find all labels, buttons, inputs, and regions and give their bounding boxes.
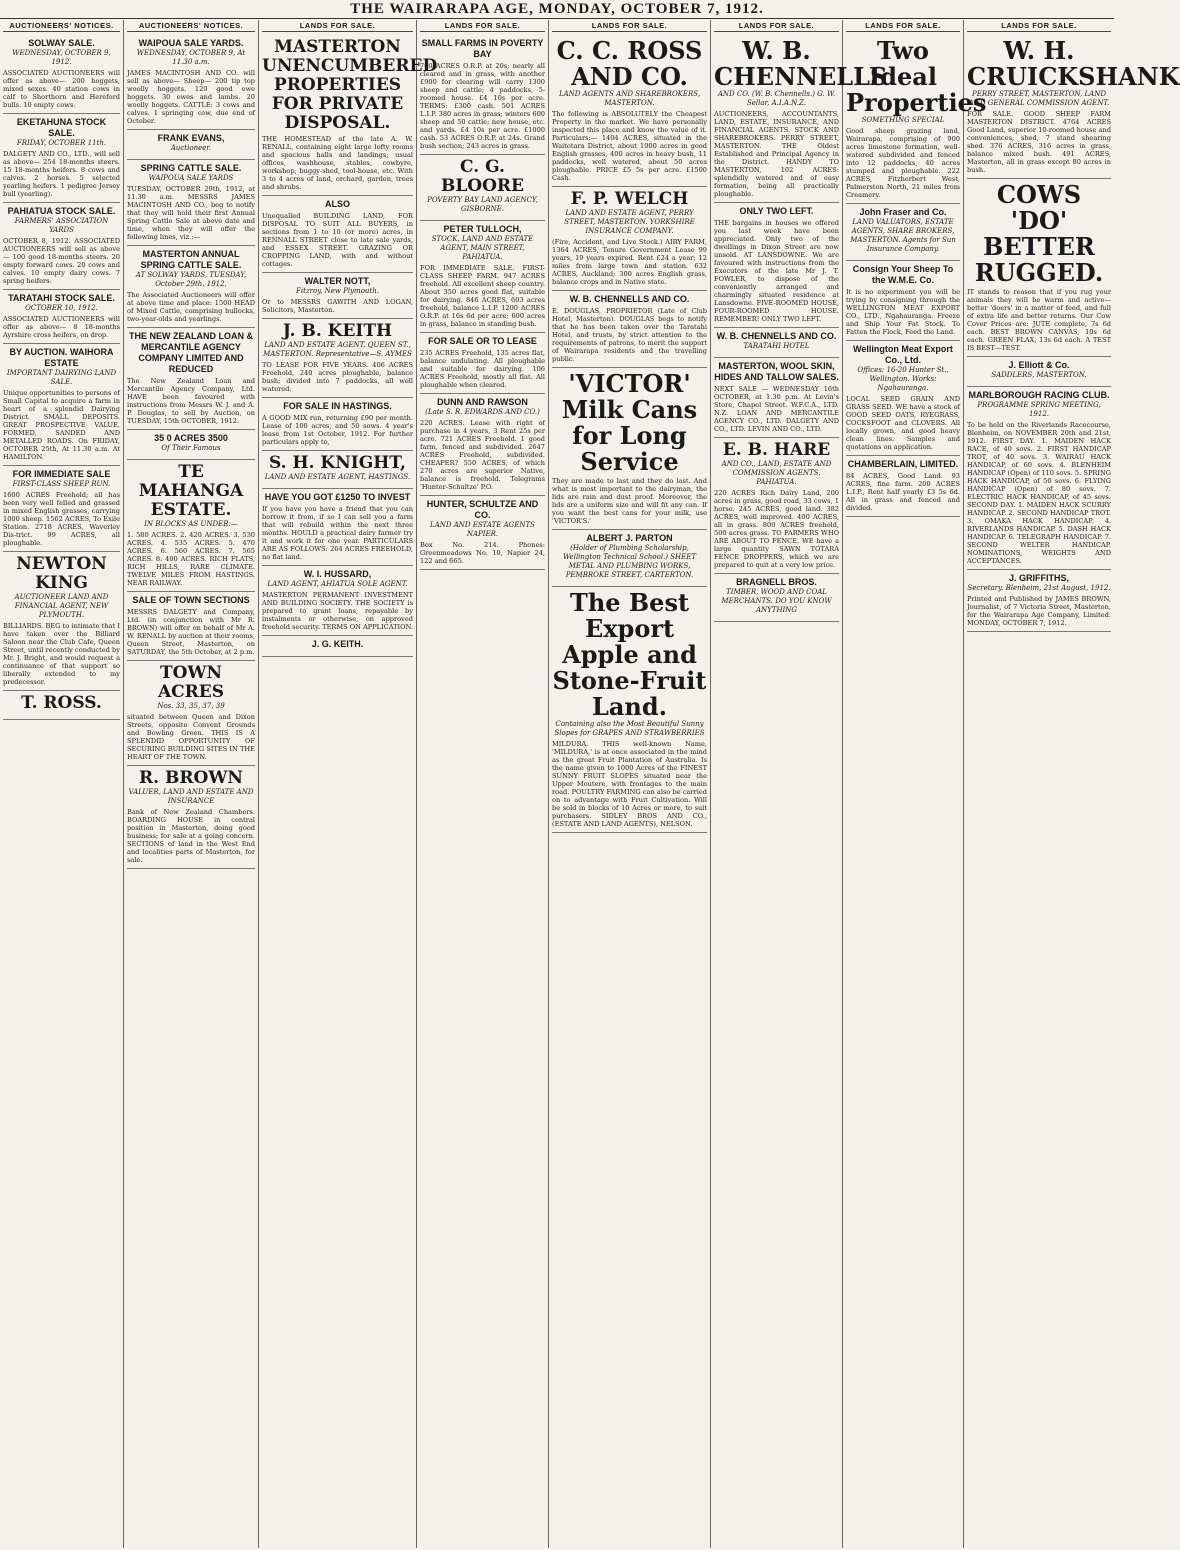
ad-title: R. BROWN [139,768,243,788]
ad-subtitle: FARMERS' ASSOCIATION YARDS [14,217,109,234]
ad-subtitle: Of Their Famous [161,444,221,452]
ad-subtitle: LAND AND ESTATE AGENT, QUEEN ST., MASTERTON. Representative—S. AYMES [263,341,412,358]
ad-subtitle: TIMBER, WOOD AND COAL MERCHANTS. DO YOU KNOW ANYTHING [721,588,832,614]
ad-body: If you have you have a friend that you can borrow it from, if so I can sell you a farm that will rebuild within the next three months. HOULD a practical dairy farmer try it and work it for one year. PARTICULARS ARE AS FOLLOWS: 264 ACRES FREEHOLD, no flat land. [262,505,413,561]
advertisement [262,489,413,566]
ad-subtitle: FRIDAY, OCTOBER 11th. [16,139,107,147]
ad-body: MASTERTON PERMANENT INVESTMENT AND BUILDING SOCIETY. THE SOCIETY is prepared to grant loans, repayable by instalments or otherwise, on approved freehold security. TERMS ON APPLICATION. [262,591,413,631]
column-header: AUCTIONEERS' NOTICES. [3,22,120,32]
ad-subtitle: LAND AGENT, AHIATUA SOLE AGENT. [267,580,408,588]
ad-body: 1600 ACRES Freehold; all has been very well felled and grassed in mixed English grasses, carrying 1000 sheep. 1562 ACRES, To Exile Station. 2718 ACRES, Waverley Dis-trict. 99 ACRES, all ploughable. [3,491,120,547]
ad-title: TOWN ACRES [157,663,225,702]
ad-body: A GOOD MIX run, returning £90 per month. Lease of 100 acres, and 50 sows. 4 year's lease from 1st October, 1912. For further particulars apply to, [262,414,413,446]
ad-body: THE bargains in houses we offered you last week have been appreciated. Only two of the dwellings in Dixon Street are now unsold. AT LANSDOWNE. We are favoured with instructions from the Executors of the late Mr J. T. FOWLER, to dispose of the conveniently arranged and charmingly situated residence at Lansdowne. FIVE-ROOMED HOUSE, FOUR-ROOMED HOUSE. REMEMBER! ONLY TWO LEFT. [714,219,839,323]
ad-title: FOR SALE OR TO LEASE [428,336,537,346]
advertisement [552,368,707,530]
ad-body: The New Zealand Loan and Mercantile Agency Company, Ltd. HAVE been favoured with instructions from Messrs W. J. and A. P. Douglas, to sell by Auction, on TUESDAY, 15th OCTOBER, 1912. [127,377,255,425]
advertisement [262,566,413,636]
column-header: LANDS FOR SALE. [420,22,545,32]
ad-title: EKETAHUNA STOCK SALE. [16,117,107,138]
advertisement [127,35,255,130]
column-7 [843,20,987,1548]
advertisement [552,35,707,187]
ad-title: W. H. CRUICKSHANK [967,36,1180,91]
column-header: LANDS FOR SALE. [552,22,707,32]
ad-title: The Best Export Apple and Stone-Fruit Land. [552,588,707,721]
ad-body: 220 ACRES Rich Dairy Land, 200 acres in grass, good road, 33 cows, 1 horse. 245 ACRES, good land. 382 ACRES, well improved. 400 ACRES, all in grass. 800 ACRES freehold, 500 acres grass. TO FARMERS WHO ARE ABOUT TO FENCE. WE have a large quantity SAWN TOTARA FENCE DROPPERS, which we are prepared to quit at a very low price. [714,489,839,569]
ad-title: PETER TULLOCH, [443,224,522,234]
advertisement [846,261,960,341]
column-header: LANDS FOR SALE. [846,22,960,32]
advertisement [127,661,255,766]
ad-title: CHAMBERLAIN, LIMITED. [847,459,959,469]
ad-subtitle: OCTOBER 10, 1912. [25,304,98,312]
ad-body: Or to MESSRS GAWITH AND LOGAN, Solicitors, Masterton. [262,298,413,314]
ad-body: 220 ACRES. Lease with right of purchase in 4 years, 3 Rent 25s per acre. 721 ACRES Freehold. 1 good farm, fenced and subdivided. 2647 ACRES Freehold, subdivided. CHEAPER? 550 ACRES, of which 270 acres are superior Native, balance is freehold. Telegrams 'Hunter-Schultze' P.O. [420,419,545,491]
advertisement [846,456,960,517]
ad-subtitle: Fitzroy, New Plymouth. [296,287,379,295]
ad-title: J. GRIFFITHS, [1008,573,1069,583]
ad-title: ALSO [324,199,350,209]
ad-body: Printed and Published by JAMES BROWN, Journalist, of 7 Victoria Street, Masterton, for the Wairarapa Age Company, Limited. MONDAY, OCTOBER 7, 1912. [967,595,1111,627]
ad-title: TARATAHI STOCK SALE. [8,293,115,303]
ad-subtitle: SOMETHING SPECIAL [861,116,945,124]
ad-body: AUCTIONEERS, ACCOUNTANTS, LAND, ESTATE, INSURANCE, AND FINANCIAL AGENTS. STOCK AND SHAREBROKERS. PERRY STREET, MASTERTON. THE Oldest Established and Principal Agency in the District. HANDY TO MASTERTON, 102 ACRES: splendidly watered and of easy formation, being all practically ploughable. [714,110,839,198]
column-header: LANDS FOR SALE. [967,22,1111,32]
advertisement [420,496,545,570]
ad-subtitle: AND CO. (W. B. Chennells.) G. W. Sellar, A.I.A.N.Z. [717,90,836,107]
advertisement [552,187,707,291]
ad-title: FOR SALE IN HASTINGS. [283,401,392,411]
ad-title: DUNN AND RAWSON [437,397,528,407]
ad-subtitle: STOCK, LAND AND ESTATE AGENT, MAIN STREET, PAHIATUA. [431,235,534,261]
advertisement [262,273,413,319]
advertisement [262,636,413,657]
ad-body: MESSRS DALGETY and Company, Ltd. (in conjunction with Mr R. BROWN) will offer on behalf of Mr A. W. RENALL by auction at their rooms, Queen Street, Masterton, on SATURDAY, the 5th October, at 2 p.m. [127,608,255,656]
advertisement [127,430,255,460]
ad-subtitle: FIRST-CLASS SHEEP RUN. [12,480,111,488]
advertisement [420,35,545,155]
ad-title: NEWTON KING [16,554,107,593]
ad-body: Unique opportunities to persons of Small Capital to acquire a farm in heart of a splendid Dairying District. SMALL DEPOSITS. GREAT PROSPECTIVE VALUE. FORMED, SANDED AND METALLED ROADS. On FRIDAY, OCTOBER 25th, At 11.30 a.m. At HAMILTON. [3,389,120,461]
ad-title: COWS 'DO' BETTER RUGGED. [974,180,1104,287]
ad-body: NEXT SALE — WEDNESDAY 16th OCTOBER, at 1.30 p.m. At Levin's Store, Chapel Street. W.F.C.A., LTD. N.Z. LOAN AND MERCANTILE AGENCY CO., LTD. DALGETY AND CO., LTD. LEVIN AND CO., LTD. [714,385,839,433]
advertisement [3,691,120,720]
ad-title: FOR IMMEDIATE SALE [12,469,111,479]
ad-body: Unequalled BUILDING LAND, FOR DISPOSAL TO SUIT ALL BUYERS, in sections from 1 to 10 (or more) acres, in RENNALL STREET close to late sale yards, and ESSEX STREET. GRAZING OR CROPPING LAND, with and without cottages. [262,212,413,268]
advertisement [967,387,1111,570]
ad-title: W. B. CHENNELLS AND CO. [716,331,837,341]
advertisement [127,160,255,246]
ad-body: To be held on the Riverlands Racecourse, Blenheim, on NOVEMBER 20th and 21st, 1912. FIRST DAY. 1. MAIDEN HACK RACE, of 40 sovs. 2. FIRST HANDICAP TROT, of 40 sovs. 3. WAIRAU HACK HANDICAP, of 60 sovs. 4. BLENHEIM HANDICAP (Open) of 110 sovs. 5. SPRING HACK HANDICAP, of 50 sovs. 6. FLYING HANDICAP (Open) of 80 sovs. 7. ELECTRIC HACK HANDICAP, of 45 sovs. SECOND DAY. 1. MAIDEN HACK SCURRY HANDICAP. 2. SECOND HANDICAP TROT. 3. OMAKA HACK HANDICAP. 4. RIVERLANDS HANDICAP. 5. DASH HACK HANDICAP. 6. TELEGRAPH HANDICAP. 7. SECOND WELTER HANDICAP. NOMINATIONS, WEIGHTS AND ACCEPTANCES. [967,421,1111,565]
ad-body: 235 ACRES Freehold, 135 acres flat, balance undulating. All ploughable and suitable for dairying. 106 ACRES Freehold, mostly all flat. All ploughable when cleared. [420,349,545,389]
ad-title: BRAGNELL BROS. [736,577,817,587]
advertisement [846,204,960,261]
ad-body: (Fire, Accident, and Live Stock.) AIRY FARM, 1364 ACRES, Tenure Government Lease 99 years, 19 years expired. Rent £24 a year; 12 miles from large town and station. 632 ACRES, Auckland; 300 acres English grass, balance crops and in Native state. [552,238,707,286]
column-header: LANDS FOR SALE. [262,22,413,32]
ad-body: TUESDAY, OCTOBER 29th, 1912, at 11.30 a.m. MESSRS JAMES MACINTOSH AND CO., beg to notify that they will hold their first Annual Spring Cattle Sale at above date and time, when they will offer the following lines, viz.:— [127,185,255,241]
ad-title: FRANK EVANS, [157,133,225,143]
advertisement [262,319,413,398]
ad-subtitle: Auctioneer. [170,144,212,152]
advertisement [552,530,707,587]
advertisement [420,221,545,333]
ad-title: J. G. KEITH. [311,639,364,649]
ad-title: WAIPOUA SALE YARDS. [138,38,244,48]
ad-title: HAVE YOU GOT £1250 TO INVEST [264,492,411,502]
ad-title: J. Elliott & Co. [1008,360,1070,370]
column-5 [549,20,711,1548]
advertisement [127,328,255,430]
ad-body: The Associated Auctioneers will offer at above time and place: 1500 HEAD of Mixed Cattle, comprising bullocks, two-year-olds and yearlings. [127,291,255,323]
advertisement [967,35,1180,179]
ad-body: The following is ABSOLUTELY the Cheapest Property in the market. We have personally inspected this place and know the value of it. Particulars:— 1404 ACRES, situated in the Waitotara District, about 1000 acres in good English grasses, 400 acres in heavy bush, 11 paddocks, well watered, about 50 acres ploughable. PRICE £5 5s per acre. £1500 Cash. [552,110,707,182]
ad-body: THE HOMESTEAD of the late A. W. RENALL, containing eight large lofty rooms and spacious halls and landings; usual offices, washhouse, stables, cowbyre, workshop, buggy-shed, tool-house, etc. With 3 to 4 acres of land, orchard, garden, trees and shrubs. [262,135,413,191]
ad-body: ASSOCIATED AUCTIONEERS will offer as above— 8 18-months Ayrshire cross heifers, on drop. [3,315,120,339]
ad-body: Bank of New Zealand Chambers. BOARDING HOUSE in central position in Masterton, doing good business; for sale at a going concern. SECTIONS of land in the West End and localities parts of Masterton, for sale. [127,808,255,864]
ad-body: Good sheep grazing land, Wairarapa, comprising of 900 acres limestone formation, well-watered subdivided and fenced into 12 paddocks, 40 acres stumped and ploughable. 222 ACRES, Fitzherbert West, Palmerston North, 21 miles from Creamery. [846,127,960,199]
ad-title: THE NEW ZEALAND LOAN & MERCANTILE AGENCY COMPANY LIMITED AND REDUCED [129,331,253,374]
ad-title: T. ROSS. [21,693,102,713]
column-1 [0,20,124,1548]
ad-title: TE MAHANGA ESTATE. [138,462,244,520]
ad-body: Box No. 214. Phones: Greenmeadows No. 10, Napier 24, 122 and 665. [420,541,545,565]
advertisement [420,333,545,394]
ad-subtitle: LAND AND ESTATE AGENT, PERRY STREET, MASTERTON. YORKSHIRE INSURANCE COMPANY. [564,209,695,235]
advertisement [714,203,839,328]
ad-body: MILDURA. THIS well-known Name, 'MILDURA,' is at once associated in the mind as the great Fruit Plantation of Australia. Is the name given to 1000 Acres of the FINEST SUNNY FRUIT SLOPES situated near the Upper Moutere, with frontages to the main road. POULTRY FARMING can also be carried on to advantage with Fruit Cultivation. Will be sold in blocks of 10 Acres or more, to suit purchasers. SIDLEY BROS AND CO., (ESTATE AND LAND AGENTS), NELSON. [552,740,707,828]
ad-title: C. G. BLOORE [440,157,525,196]
ad-body: DALGETY AND CO., LTD., will sell as above— 254 18-months steers. 15 18-months heifers. 8 cows and calves. 2 horses. 5 selected yearling heifers. 1 pedigree Jersey bull (yearling). [3,150,120,198]
ad-subtitle: PROGRAMME SPRING MEETING, 1912. [977,401,1101,418]
ad-subtitle: IN BLOCKS AS UNDER:— [144,520,238,528]
ad-subtitle: TARATAHI HOTEL [743,342,810,350]
ad-title: HUNTER, SCHULTZE AND CO. [426,499,539,520]
ad-subtitle: LAND VALUATORS, ESTATE AGENTS, SHARE BROKERS, MASTERTON. Agents for Sun Insurance Company. [850,218,956,253]
advertisement [552,587,707,833]
ad-title: MARLBOROUGH RACING CLUB. [968,390,1110,400]
advertisement [714,438,839,574]
column-2 [124,20,259,1548]
advertisement [262,35,438,196]
masthead: THE WAIRARAPA AGE, MONDAY, OCTOBER 7, 1912. [0,0,1114,19]
ad-title: W. I. HUSSARD, [303,569,372,579]
ad-title: S. H. KNIGHT, [269,453,406,473]
advertisement [127,130,255,160]
ad-subtitle: LAND AND ESTATE AGENT, HASTINGS. [264,473,411,481]
ad-body: TO LEASE FOR FIVE YEARS. 406 ACRES Freehold, 240 acres ploughable, balance bush; divided into 7 paddocks, all well watered. [262,361,413,393]
ad-title: Two Ideal Properties [846,36,987,117]
ad-subtitle: VALUER, LAND AND ESTATE AND INSURANCE [128,788,254,805]
ad-title: MASTERTON ANNUAL SPRING CATTLE SALE. [140,249,242,270]
advertisement [714,358,839,438]
ad-subtitle: AUCTIONEER LAND AND FINANCIAL AGENT, NEW PLYMOUTH. [14,593,109,619]
advertisement [3,552,120,691]
ad-body: 700 ACRES O.R.P. at 20s; nearly all cleared and in grass, with another £900 for clearing will carry 1300 sheep and cattle; 4 paddocks, 5-roomed house. £4 10s per acre. TERMS: £300 cash. 501 ACRES L.I.P. 380 acres in grass; winters 600 sheep and 50 cattle; new house, etc. and yards. £4 10s per acre. £1000 cash. 53 ACRES O.R.P. at 24s. Grand bush section; 243 acres in grass. [420,62,545,150]
ad-title: J. B. KEITH [282,321,393,341]
ad-subtitle: AT SOLWAY YARDS, TUESDAY, October 29th, 1912, [135,271,247,288]
advertisement [262,398,413,451]
ad-body: situated between Queen and Dixon Streets, opposite Convent Grounds and Bowling Green. THIS IS A SPLENDID OPPORTUNITY OF SECURING BUILDING SITES IN THE HEART OF THE TOWN. [127,713,255,761]
ad-subtitle: PERRY STREET, MASTERTON, LAND AND GENERAL COMMISSION AGENT. [968,90,1110,107]
column-6 [711,20,888,1548]
ad-subtitle: WAIPOUA SALE YARDS [148,174,234,182]
advertisement [967,357,1111,387]
ad-title: F. P. WELCH [570,189,689,209]
ad-title: BY AUCTION. WAIHORA ESTATE [9,347,114,368]
advertisement [127,766,255,869]
advertisement [127,246,255,328]
ad-subtitle: (Late S. R. EDWARDS AND CO.) [425,408,540,416]
advertisement [3,290,120,344]
ad-title: W. B. CHENNELLS [714,36,888,91]
ad-title: W. B. CHENNELLS AND CO. [569,294,690,304]
advertisement [3,114,120,203]
advertisement [3,203,120,290]
advertisement [967,570,1111,632]
advertisement [420,155,545,221]
ad-title: ALBERT J. PARTON [586,533,673,543]
ad-subtitle: SADDLERS, MASTERTON. [991,371,1087,379]
column-3 [259,20,438,1548]
advertisement [552,291,707,368]
advertisement [3,344,120,466]
ad-title: Wellington Meat Export Co., Ltd. [853,344,953,365]
advertisement [127,592,255,661]
column-8 [964,20,1180,1548]
ad-title: Consign Your Sheep To the W.M.E. Co. [852,264,954,285]
advertisement [714,574,839,622]
ad-subtitle: Secretary. Blenheim, 21st August, 1912. [967,584,1111,592]
ad-subtitle: (Holder of Plumbing Scholarship, Wellington Technical School.) SHEET METAL AND PLUMBING WORKS, PEMBROKE STREET, CARTERTON. [562,544,697,579]
advertisement [967,179,1111,357]
ad-body: JAMES MACINTOSH AND CO. will sell as above— Sheep— 200 tip top woolly hoggets. 120 good ewe hoggets. 30 ewes and lambs. 20 woolly hoggets. CATTLE: 3 cows and calves. 1 springing cow, due end of October. [127,69,255,125]
ad-subtitle: LAND AGENTS AND SHAREBROKERS, MASTERTON. [558,90,701,107]
ad-title: PAHIATUA STOCK SALE. [7,206,116,216]
ad-subtitle: WEDNESDAY, OCTOBER 9, 1912. [12,49,111,66]
ad-title: WALTER NOTT, [304,276,371,286]
column-4 [417,20,549,1548]
ad-title: SPRING CATTLE SALE. [140,163,242,173]
advertisement [846,35,987,204]
ad-title: SALE OF TOWN SECTIONS [132,595,250,605]
ad-body: BILLIARDS. BEG to intimate that I have taken over the Billiard Saloon near the Club Cafe, Queen Street, until recently conducted by Mr. J. Bright, and would request a continuance of that support so liberally extended to my predecessor. [3,622,120,686]
ad-title: SMALL FARMS IN POVERTY BAY [421,38,544,59]
ad-body: LOCAL SEED GRAIN AND GRASS SEED. WE have a stock of GOOD SEED OATS, RYEGRASS, COCKSFOOT and CLOVERS. All locally grown, and good heavy clean lines. Samples and quotations on application. [846,395,960,451]
advertisement [127,460,255,592]
ad-body: ASSOCIATED AUCTIONEERS will offer as above— 200 hoggets, mixed sexes. 40 station cows in calf to Shorthorn and Hereford bulls. 10 empty cows. [3,69,120,109]
advertisement [846,341,960,456]
ad-subtitle: WEDNESDAY, OCTOBER 9, At 11.30 a.m. [136,49,246,66]
advertisement [262,196,413,273]
ad-body: It is no experiment you will be trying by consigning through the WELLINGTON MEAT EXPORT CO., LTD., Ngahauranga. Freeze and Ship Your Fat Stock. To Fatten the Flock, Feed the Land. [846,288,960,336]
ad-body: IT stands to reason that if you rug your animals they will be warm and active—better 'doers' in a matter of feed, and full of extra life and better returns. Our Cow Cover Prices are: JUTE complete, 7s 6d each. BEST BROWN CANVAS, 10s 6d each. GREEN FLAX, 13s 6d each. A TEST IS BEST—TEST. [967,288,1111,352]
ad-subtitle: Containing also the Most Beautiful Sunny Slopes for GRAPES AND STRAWBERRIES [554,720,705,737]
ad-body: 1. 580 ACRES. 2. 420 ACRES. 3. 530 ACRES. 4. 535 ACRES. 5. 470 ACRES. 6. 560 ACRES. 7. 565 ACRES. 8. 400 ACRES. RICH FLATS, RICH HILLS, RARE CLIMATE. TWELVE MILES FROM HASTINGS. NEAR RAILWAY. [127,531,255,587]
advertisement [714,35,888,203]
ad-title: John Fraser and Co. [859,207,947,217]
ad-title: MASTERTON UNENCUMBERED PROPERTIES FOR PRIVATE DISPOSAL. [262,37,438,133]
ad-title: 35 0 ACRES 3500 [154,433,228,443]
columns-container [0,20,1180,1550]
ad-subtitle: AND CO., LAND, ESTATE AND COMMISSION AGENTS, PAHIATUA. [721,460,832,486]
ad-body: They are made to last and they do last. And what is most important to the dairyman, the lids are rain and dust proof. Moreover, the lids are a uniform size and will fit any can. If you want the best cans for your milk, use 'VICTOR'S.' [552,477,707,525]
ad-subtitle: Offices: 16-20 Hunter St., Wellington. Works: Ngahauranga. [857,366,949,392]
ad-title: E. B. HARE [722,440,831,460]
ad-title: ONLY TWO LEFT. [739,206,814,216]
advertisement [3,35,120,114]
ad-body: FOR IMMEDIATE SALE. FIRST-CLASS SHEEP FARM. 947 ACRES freehold. All excellent sheep country. About 350 acres good flat, suitable for dairying. 846 ACRES, 603 acres freehold, balance L.I.P. 1200 ACRES O.R.P. at 16s 6d per acre; 600 acres in grass, balance in standing bush. [420,264,545,328]
advertisement [420,394,545,496]
ad-subtitle: LAND AND ESTATE AGENTS NAPIER. [430,521,535,538]
advertisement [262,451,413,489]
ad-subtitle: Nos. 33, 35, 37, 39 [157,702,225,710]
ad-body: OCTOBER 8, 1912. ASSOCIATED AUCTIONEERS will sell as above— 100 good 18-months steers. 20 empty forward cows. 20 cows and calves. 10 empty dairy cows. 7 spring heifers. [3,237,120,285]
ad-subtitle: IMPORTANT DAIRYING LAND SALE. [6,369,117,386]
advertisement [3,466,120,552]
ad-body: FOR SALE. GOOD SHEEP FARM MASTERTON DISTRICT. 4764 ACRES Good Land, superior 10-roomed house and conveniences, shed, 7 stand shearing shed. 376 ACRES, 316 acres in grass, balance mixed bush. 491 ACRES, Masterton, all in grass except 80 acres in bush. [967,110,1111,174]
advertisement [714,328,839,358]
column-header: AUCTIONEERS' NOTICES. [127,22,255,32]
ad-title: 'VICTOR' Milk Cans for Long Service [561,369,698,476]
ad-subtitle: POVERTY BAY LAND AGENCY, GISBORNE. [427,196,538,213]
ad-title: SOLWAY SALE. [28,38,95,48]
column-header: LANDS FOR SALE. [714,22,839,32]
ad-title: C. C. ROSS AND CO. [556,36,703,91]
ad-body: E. DOUGLAS, PROPRIETOR (Late of Club Hotel, Masterton). DOUGLAS begs to notify that he has been taken over the Taratahi Hotel, and trusts, by strict attention to the requirements of patrons, to merit the support of Wairarapa residents and the travelling public. [552,307,707,363]
ad-body: 84 ACRES, Good Land. 93 ACRES, fine farm. 200 ACRES L.I.P., Rent half yearly £3 5s 6d. All in grass and fenced and divided. [846,472,960,512]
ad-title: MASTERTON, WOOL SKIN, HIDES AND TALLOW SALES. [714,361,839,382]
